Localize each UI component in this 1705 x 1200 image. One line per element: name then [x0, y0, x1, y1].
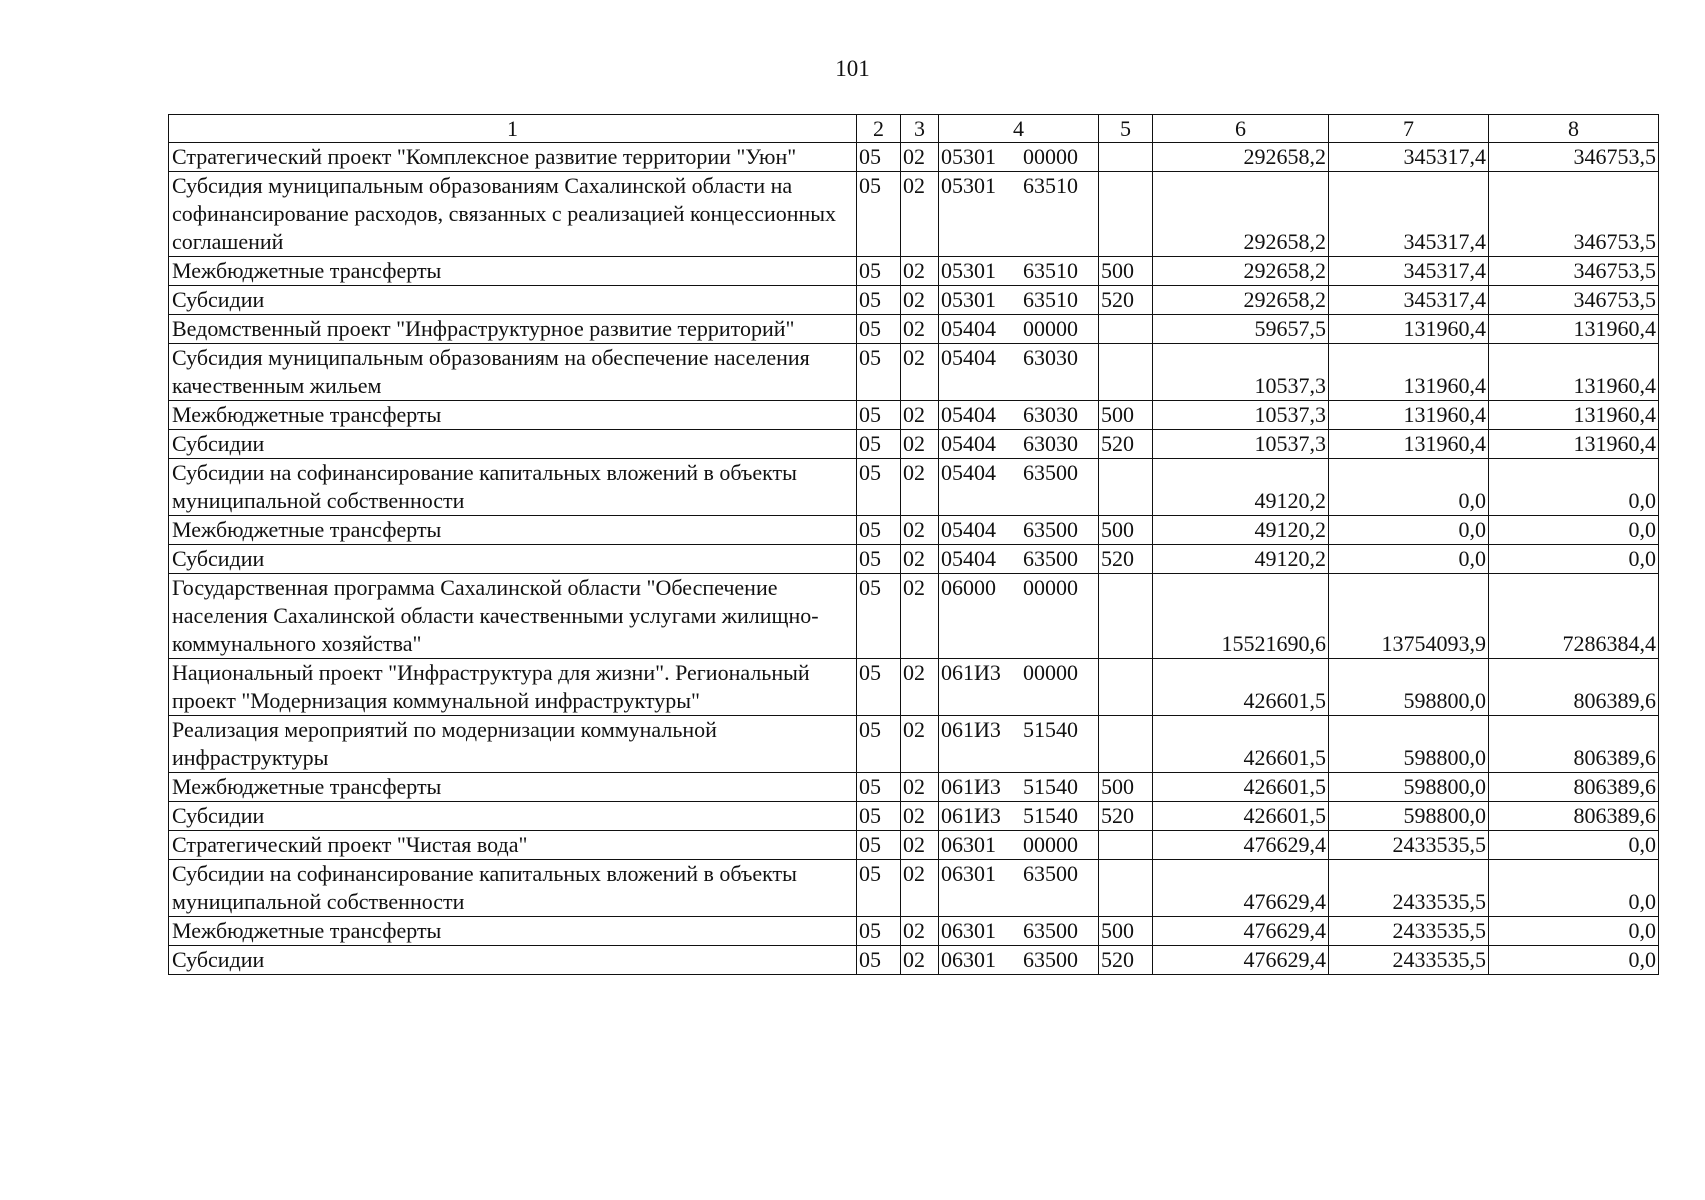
expense-type-code — [1099, 459, 1153, 516]
subsection-code: 02 — [901, 946, 939, 975]
amount-col-7: 345317,4 — [1329, 257, 1489, 286]
subsection-code: 02 — [901, 315, 939, 344]
subsection-code: 02 — [901, 516, 939, 545]
program-code: 06301 — [941, 947, 996, 972]
section-code: 05 — [857, 143, 901, 172]
amount-col-8: 131960,4 — [1489, 344, 1659, 401]
amount-col-7: 598800,0 — [1329, 716, 1489, 773]
amount-col-6: 15521690,6 — [1153, 574, 1329, 659]
direction-code: 63500 — [1023, 947, 1078, 972]
direction-code: 51540 — [1023, 803, 1078, 828]
table-row — [169, 831, 1659, 860]
column-header: 2 — [857, 115, 901, 143]
amount-col-6: 10537,3 — [1153, 430, 1329, 459]
direction-code: 63500 — [1023, 546, 1078, 571]
amount-col-8: 806389,6 — [1489, 716, 1659, 773]
expense-type-code — [1099, 344, 1153, 401]
column-header: 3 — [901, 115, 939, 143]
expense-type-code: 520 — [1099, 286, 1153, 315]
expense-type-code — [1099, 659, 1153, 716]
amount-col-7: 345317,4 — [1329, 286, 1489, 315]
amount-col-7: 598800,0 — [1329, 659, 1489, 716]
section-code: 05 — [857, 545, 901, 574]
section-code: 05 — [857, 344, 901, 401]
direction-code: 63500 — [1023, 918, 1078, 943]
program-code: 06301 — [941, 918, 996, 943]
amount-col-6: 49120,2 — [1153, 545, 1329, 574]
program-code: 06000 — [941, 575, 996, 600]
target-article-code — [939, 401, 1099, 430]
direction-code: 63030 — [1023, 345, 1078, 370]
program-code: 05404 — [941, 546, 996, 571]
target-article-code — [939, 659, 1099, 716]
row-name: Реализация мероприятий по модернизации коммунальной инфраструктуры — [169, 716, 857, 773]
section-code: 05 — [857, 917, 901, 946]
amount-col-6: 59657,5 — [1153, 315, 1329, 344]
target-article-code — [939, 917, 1099, 946]
row-name: Государственная программа Сахалинской области "Обеспечение населения Сахалинской области качественными услугами жилищно-коммунального хозяйства" — [169, 574, 857, 659]
program-code: 05301 — [941, 287, 996, 312]
expense-type-code — [1099, 143, 1153, 172]
amount-col-8: 346753,5 — [1489, 172, 1659, 257]
program-code: 061И3 — [941, 774, 1001, 799]
section-code: 05 — [857, 315, 901, 344]
table-row — [169, 172, 1659, 257]
target-article-code — [939, 716, 1099, 773]
amount-col-7: 345317,4 — [1329, 172, 1489, 257]
amount-col-6: 10537,3 — [1153, 344, 1329, 401]
amount-col-8: 346753,5 — [1489, 257, 1659, 286]
table-row — [169, 257, 1659, 286]
amount-col-8: 131960,4 — [1489, 430, 1659, 459]
row-name: Субсидии — [169, 946, 857, 975]
amount-col-8: 0,0 — [1489, 917, 1659, 946]
expense-type-code: 500 — [1099, 917, 1153, 946]
section-code: 05 — [857, 574, 901, 659]
table-row — [169, 659, 1659, 716]
target-article-code — [939, 286, 1099, 315]
amount-col-8: 346753,5 — [1489, 143, 1659, 172]
direction-code: 51540 — [1023, 717, 1078, 742]
table-row — [169, 459, 1659, 516]
amount-col-7: 598800,0 — [1329, 802, 1489, 831]
row-name: Межбюджетные трансферты — [169, 917, 857, 946]
amount-col-6: 10537,3 — [1153, 401, 1329, 430]
amount-col-6: 292658,2 — [1153, 257, 1329, 286]
target-article-code — [939, 344, 1099, 401]
direction-code: 63500 — [1023, 460, 1078, 485]
section-code: 05 — [857, 860, 901, 917]
amount-col-6: 476629,4 — [1153, 917, 1329, 946]
direction-code: 63030 — [1023, 431, 1078, 456]
program-code: 05404 — [941, 345, 996, 370]
amount-col-6: 476629,4 — [1153, 946, 1329, 975]
table-row — [169, 773, 1659, 802]
amount-col-8: 0,0 — [1489, 831, 1659, 860]
program-code: 061И3 — [941, 717, 1001, 742]
table-row — [169, 401, 1659, 430]
direction-code: 63510 — [1023, 258, 1078, 283]
amount-col-8: 0,0 — [1489, 860, 1659, 917]
target-article-code — [939, 946, 1099, 975]
section-code: 05 — [857, 401, 901, 430]
amount-col-6: 49120,2 — [1153, 459, 1329, 516]
amount-col-8: 131960,4 — [1489, 401, 1659, 430]
subsection-code: 02 — [901, 545, 939, 574]
amount-col-7: 0,0 — [1329, 459, 1489, 516]
amount-col-7: 0,0 — [1329, 545, 1489, 574]
column-header: 6 — [1153, 115, 1329, 143]
row-name: Межбюджетные трансферты — [169, 257, 857, 286]
expense-type-code: 500 — [1099, 257, 1153, 286]
table-row — [169, 545, 1659, 574]
program-code: 061И3 — [941, 660, 1001, 685]
expense-type-code: 520 — [1099, 802, 1153, 831]
direction-code: 51540 — [1023, 774, 1078, 799]
amount-col-6: 476629,4 — [1153, 860, 1329, 917]
row-name: Стратегический проект "Чистая вода" — [169, 831, 857, 860]
table-row — [169, 917, 1659, 946]
section-code: 05 — [857, 831, 901, 860]
subsection-code: 02 — [901, 172, 939, 257]
section-code: 05 — [857, 172, 901, 257]
direction-code: 00000 — [1023, 144, 1078, 169]
expense-type-code — [1099, 860, 1153, 917]
subsection-code: 02 — [901, 430, 939, 459]
target-article-code — [939, 545, 1099, 574]
amount-col-8: 806389,6 — [1489, 659, 1659, 716]
amount-col-7: 131960,4 — [1329, 430, 1489, 459]
section-code: 05 — [857, 802, 901, 831]
column-header: 4 — [939, 115, 1099, 143]
amount-col-6: 476629,4 — [1153, 831, 1329, 860]
program-code: 05301 — [941, 258, 996, 283]
direction-code: 63500 — [1023, 517, 1078, 542]
subsection-code: 02 — [901, 773, 939, 802]
expense-type-code: 520 — [1099, 430, 1153, 459]
amount-col-6: 426601,5 — [1153, 802, 1329, 831]
target-article-code — [939, 172, 1099, 257]
amount-col-7: 598800,0 — [1329, 773, 1489, 802]
amount-col-6: 292658,2 — [1153, 172, 1329, 257]
expense-type-code — [1099, 574, 1153, 659]
amount-col-8: 7286384,4 — [1489, 574, 1659, 659]
section-code: 05 — [857, 459, 901, 516]
expense-type-code: 500 — [1099, 773, 1153, 802]
table-row — [169, 344, 1659, 401]
amount-col-7: 131960,4 — [1329, 315, 1489, 344]
subsection-code: 02 — [901, 860, 939, 917]
subsection-code: 02 — [901, 659, 939, 716]
section-code: 05 — [857, 659, 901, 716]
amount-col-6: 426601,5 — [1153, 716, 1329, 773]
expense-type-code — [1099, 172, 1153, 257]
target-article-code — [939, 430, 1099, 459]
subsection-code: 02 — [901, 344, 939, 401]
program-code: 05404 — [941, 402, 996, 427]
row-name: Стратегический проект "Комплексное развитие территории "Уюн" — [169, 143, 857, 172]
row-name: Субсидии — [169, 430, 857, 459]
expense-type-code — [1099, 831, 1153, 860]
program-code: 05404 — [941, 316, 996, 341]
amount-col-8: 0,0 — [1489, 545, 1659, 574]
section-code: 05 — [857, 516, 901, 545]
target-article-code — [939, 516, 1099, 545]
direction-code: 63500 — [1023, 861, 1078, 886]
expense-type-code: 520 — [1099, 946, 1153, 975]
amount-col-8: 131960,4 — [1489, 315, 1659, 344]
program-code: 06301 — [941, 832, 996, 857]
row-name: Национальный проект "Инфраструктура для жизни". Региональный проект "Модернизация коммунальной инфраструктуры" — [169, 659, 857, 716]
program-code: 061И3 — [941, 803, 1001, 828]
amount-col-8: 806389,6 — [1489, 802, 1659, 831]
amount-col-7: 2433535,5 — [1329, 917, 1489, 946]
row-name: Ведомственный проект "Инфраструктурное развитие территорий" — [169, 315, 857, 344]
amount-col-7: 13754093,9 — [1329, 574, 1489, 659]
direction-code: 00000 — [1023, 832, 1078, 857]
program-code: 05404 — [941, 460, 996, 485]
subsection-code: 02 — [901, 917, 939, 946]
page-number: 101 — [835, 56, 870, 81]
table-body — [169, 143, 1659, 975]
target-article-code — [939, 574, 1099, 659]
amount-col-6: 292658,2 — [1153, 286, 1329, 315]
subsection-code: 02 — [901, 143, 939, 172]
amount-col-6: 292658,2 — [1153, 143, 1329, 172]
amount-col-8: 0,0 — [1489, 516, 1659, 545]
table-row — [169, 315, 1659, 344]
target-article-code — [939, 802, 1099, 831]
target-article-code — [939, 315, 1099, 344]
direction-code: 00000 — [1023, 575, 1078, 600]
header-row — [169, 115, 1659, 143]
expense-type-code: 520 — [1099, 545, 1153, 574]
table-row — [169, 802, 1659, 831]
subsection-code: 02 — [901, 716, 939, 773]
subsection-code: 02 — [901, 459, 939, 516]
amount-col-8: 346753,5 — [1489, 286, 1659, 315]
table-row — [169, 860, 1659, 917]
column-header: 1 — [169, 115, 857, 143]
amount-col-8: 806389,6 — [1489, 773, 1659, 802]
target-article-code — [939, 773, 1099, 802]
table-row — [169, 430, 1659, 459]
table-row — [169, 516, 1659, 545]
amount-col-7: 345317,4 — [1329, 143, 1489, 172]
subsection-code: 02 — [901, 257, 939, 286]
expense-type-code: 500 — [1099, 401, 1153, 430]
expense-type-code — [1099, 716, 1153, 773]
column-header: 5 — [1099, 115, 1153, 143]
direction-code: 00000 — [1023, 316, 1078, 341]
target-article-code — [939, 860, 1099, 917]
row-name: Субсидия муниципальным образованиям на обеспечение населения качественным жильем — [169, 344, 857, 401]
target-article-code — [939, 831, 1099, 860]
amount-col-8: 0,0 — [1489, 946, 1659, 975]
program-code: 05301 — [941, 144, 996, 169]
amount-col-7: 131960,4 — [1329, 344, 1489, 401]
target-article-code — [939, 143, 1099, 172]
target-article-code — [939, 459, 1099, 516]
column-header: 8 — [1489, 115, 1659, 143]
subsection-code: 02 — [901, 802, 939, 831]
section-code: 05 — [857, 257, 901, 286]
amount-col-6: 426601,5 — [1153, 659, 1329, 716]
direction-code: 63030 — [1023, 402, 1078, 427]
subsection-code: 02 — [901, 286, 939, 315]
subsection-code: 02 — [901, 574, 939, 659]
table-row — [169, 143, 1659, 172]
row-name: Субсидии — [169, 802, 857, 831]
amount-col-7: 2433535,5 — [1329, 860, 1489, 917]
row-name: Субсидия муниципальным образованиям Сахалинской области на софинансирование расходов, связанных с реализацией концессионных соглашений — [169, 172, 857, 257]
table-row — [169, 574, 1659, 659]
section-code: 05 — [857, 430, 901, 459]
budget-table — [168, 114, 1659, 975]
expense-type-code: 500 — [1099, 516, 1153, 545]
row-name: Межбюджетные трансферты — [169, 401, 857, 430]
amount-col-7: 131960,4 — [1329, 401, 1489, 430]
amount-col-7: 2433535,5 — [1329, 946, 1489, 975]
subsection-code: 02 — [901, 831, 939, 860]
amount-col-6: 49120,2 — [1153, 516, 1329, 545]
amount-col-8: 0,0 — [1489, 459, 1659, 516]
section-code: 05 — [857, 773, 901, 802]
table-row — [169, 286, 1659, 315]
section-code: 05 — [857, 946, 901, 975]
direction-code: 63510 — [1023, 287, 1078, 312]
row-name: Субсидии на софинансирование капитальных вложений в объекты муниципальной собственности — [169, 459, 857, 516]
row-name: Субсидии — [169, 545, 857, 574]
row-name: Субсидии на софинансирование капитальных вложений в объекты муниципальной собственности — [169, 860, 857, 917]
program-code: 05301 — [941, 173, 996, 198]
row-name: Межбюджетные трансферты — [169, 516, 857, 545]
subsection-code: 02 — [901, 401, 939, 430]
amount-col-7: 0,0 — [1329, 516, 1489, 545]
column-header: 7 — [1329, 115, 1489, 143]
row-name: Межбюджетные трансферты — [169, 773, 857, 802]
expense-type-code — [1099, 315, 1153, 344]
section-code: 05 — [857, 286, 901, 315]
direction-code: 63510 — [1023, 173, 1078, 198]
program-code: 05404 — [941, 517, 996, 542]
amount-col-7: 2433535,5 — [1329, 831, 1489, 860]
direction-code: 00000 — [1023, 660, 1078, 685]
section-code: 05 — [857, 716, 901, 773]
target-article-code — [939, 257, 1099, 286]
table-row — [169, 716, 1659, 773]
program-code: 06301 — [941, 861, 996, 886]
table-row — [169, 946, 1659, 975]
amount-col-6: 426601,5 — [1153, 773, 1329, 802]
program-code: 05404 — [941, 431, 996, 456]
row-name: Субсидии — [169, 286, 857, 315]
